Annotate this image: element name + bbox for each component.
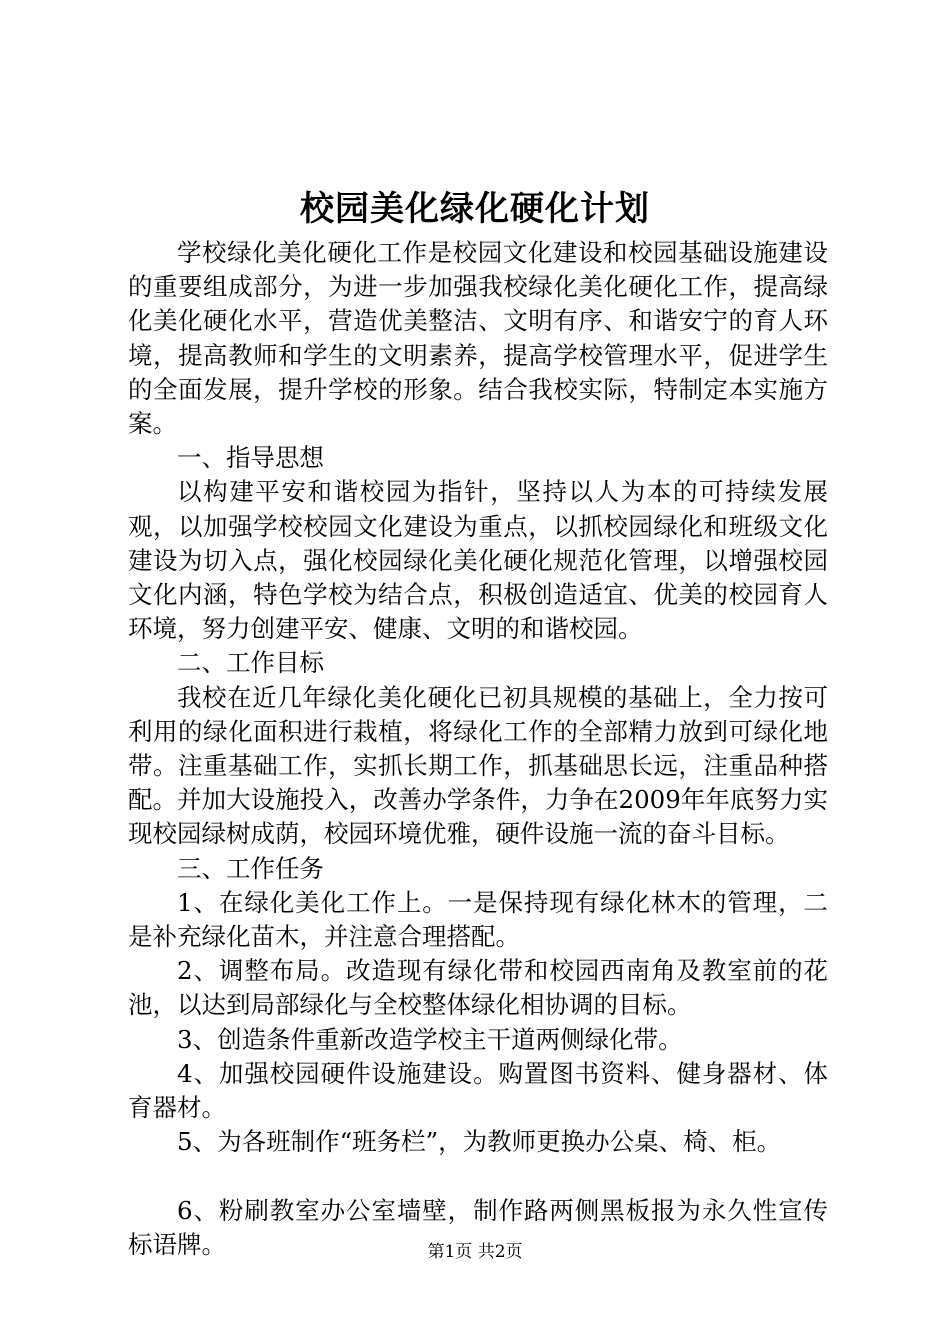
section-heading-guiding-ideology: 一、指导思想 <box>177 443 324 473</box>
task-item-3: 3、创造条件重新改造学校主干道两侧绿化带。 <box>177 1024 683 1054</box>
blank-line <box>128 1159 828 1193</box>
work-goals-paragraph: 我校在近几年绿化美化硬化已初具规模的基础上，全力按可利用的绿化面积进行栽植，将绿化工作的全部精力放到可绿化地带。注重基础工作，实抓长期工作，抓基础思长远，注重品种搭配。并加大设施投入，改善办学条件，力争在2009年年底努力实现校园绿树成荫，校园环境优雅，硬件设施一流的奋斗目标。 <box>128 682 828 849</box>
intro-paragraph: 学校绿化美化硬化工作是校园文化建设和校园基础设施建设的重要组成部分，为进一步加强我校绿化美化硬化工作，提高绿化美化硬化水平，营造优美整洁、文明有序、和谐安宁的育人环境，提高教师和学生的文明素养，提高学校管理水平，促进学生的全面发展，提升学校的形象。结合我校实际，特制定本实施方案。 <box>128 238 828 439</box>
document-body <box>128 236 828 1262</box>
section-heading-work-tasks: 三、工作任务 <box>177 853 324 883</box>
task-item-4: 4、加强校园硬件设施建设。购置图书资料、健身器材、体育器材。 <box>128 1058 828 1123</box>
task-item-6: 6、粉刷教室办公室墙壁，制作路两侧黑板报为永久性宣传标语牌。 <box>128 1195 828 1259</box>
task-item-1: 1、在绿化美化工作上。一是保持现有绿化林木的管理，二是补充绿化苗木，并注意合理搭配。 <box>128 887 828 952</box>
task-item-5: 5、为各班制作“班务栏”，为教师更换办公桌、椅、柜。 <box>177 1127 782 1157</box>
section-heading-work-goals: 二、工作目标 <box>177 648 324 678</box>
page-footer: 第1页 共2页 <box>427 1242 523 1262</box>
task-item-2: 2、调整布局。改造现有绿化带和校园西南角及教室前的花池，以达到局部绿化与全校整体绿化相协调的目标。 <box>128 956 828 1020</box>
page-title: 校园美化绿化硬化计划 <box>300 189 650 229</box>
guiding-ideology-paragraph: 以构建平安和谐校园为指针，坚持以人为本的可持续发展观，以加强学校校园文化建设为重点，以抓校园绿化和班级文化建设为切入点，强化校园绿化美化硬化规范化管理，以增强校园文化内涵，特色学校为结合点，积极创造适宜、优美的校园育人环境，努力创建平安、健康、文明的和谐校园。 <box>128 477 828 644</box>
